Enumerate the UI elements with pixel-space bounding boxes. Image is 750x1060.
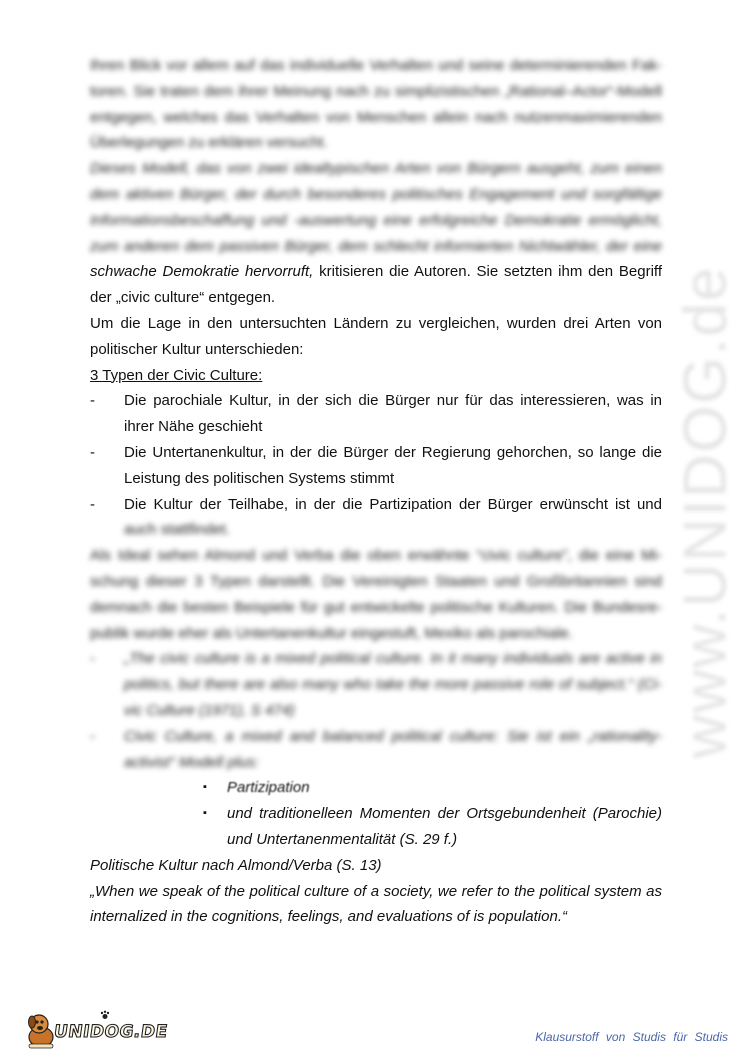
quote-line: Civic Culture, a mixed and balanced political culture: Sie ist ein „rationality- [124,727,662,745]
dash-marker: - [90,392,95,410]
paragraph-2-line: der „civic culture“ entgegen. [90,289,276,307]
bullet-marker: ▪ [203,807,207,820]
dog-mascot-icon [24,1010,58,1050]
dash-marker: - [90,443,95,461]
footer-tagline: Klausurstoff von Studis für Studis [535,1030,728,1044]
paragraph-2-line: dem aktiven Bürger, der durch besonderes politisches Engagement und sorgfältige [90,185,662,203]
section-heading: 3 Typen der Civic Culture: [90,366,263,384]
dash-marker: - [90,495,95,513]
list-item-text: Leistung des politischen Systems stimmt [124,469,395,487]
bullet-item [90,775,662,801]
italic-phrase: schwache Demokratie hervorruft, [90,263,314,281]
text-span: kritisieren die Autoren. Sie setzten ihm den Begriff [313,263,662,281]
quote-line: activist“ Modell plus: [124,753,260,771]
dash-marker: - [90,650,95,668]
bullet-text: und Untertanenmentalität (S. 29 f.) [227,830,458,848]
final-quote-line: „When we speak of the political culture of a society, we refer to the political system as [90,882,662,900]
list-item [90,440,662,492]
paragraph-4-line: schung dieser 3 Typen darstellt. Die Vereinigten Staaten und Großbritannien sind [90,572,662,590]
bullet-marker: ▪ [203,781,207,794]
paw-print-icon [100,1010,110,1020]
paragraph-1-line: entgegen, welches das Verhalten von Menschen allein nach nutzenmaximierenden [90,108,662,126]
quote-line: vic Culture (1971), S 474) [124,701,295,719]
paragraph-4-line: publik wurde eher als Untertanenkultur eingestuft, Mexiko als parochiale. [90,624,573,642]
unidog-logo [24,1010,184,1050]
watermark: www.UNIDOG.de [671,265,739,759]
document-body [90,53,662,930]
source-line: Politische Kultur nach Almond/Verba (S. 13) [90,856,382,874]
list-item-text: Die parochiale Kultur, in der sich die Bürger nur für das interessieren, was in [124,392,662,410]
paragraph-2-line [90,259,662,285]
paragraph-4-line: demnach die besten Beispiele für gut entwickelte politische Kulturen. Die Bundesre- [90,598,662,616]
paragraph-1-line: Ihren Blick vor allem auf das individuelle Verhalten und seine determinierenden Fak- [90,57,662,74]
dash-marker: - [90,727,95,745]
list-item-text: Die Untertanenkultur, in der die Bürger der Regierung gehorchen, so lange die [124,443,662,461]
quote-item [90,724,662,776]
paragraph-4-line: Als Ideal sehen Almond und Verba die oben erwähnte “civic culture”, die eine Mi- [90,547,662,565]
bullet-text: Partizipation [227,779,310,797]
paragraph-1-line: Überlegungen zu erklären versucht. [90,134,328,152]
logo-text: UNIDOG.DE [52,1022,169,1042]
list-item-text: ihrer Nähe geschieht [124,418,263,436]
paragraph-2-line: Dieses Modell, das von zwei idealtypischen Arten von Bürgern ausgeht, zum einen [90,160,662,178]
paragraph-1-line: toren. Sie traten dem ihrer Meinung nach zu simplizistischen „Rational–Actor“-Modell [90,82,662,100]
list-item [90,388,662,440]
list-item-text: Die Kultur der Teilhabe, in der die Partizipation der Bürger erwünscht ist und [124,495,662,513]
paragraph-3-line: Um die Lage in den untersuchten Ländern zu vergleichen, wurden drei Arten von [90,314,662,332]
bullet-item [90,801,662,853]
paragraph-2-line: Informationsbeschaffung und -auswertung eine erfolgreiche Demokratie ermöglicht, [90,211,662,229]
bullet-text: und traditionelleen Momenten der Ortsgebundenheit (Parochie) [227,805,662,823]
list-item-text: auch stattfindet. [124,521,230,539]
paragraph-3-line: politischer Kultur unterschieden: [90,340,304,358]
list-item [90,492,662,544]
paragraph-2-line: zum anderen dem passiven Bürger, dem schlecht informierten Nichtwähler, der eine [90,237,662,255]
quote-line: „The civic culture is a mixed political culture. In it many individuals are active in [124,650,662,668]
quote-line: politics, but there are also many who take the more passive role of subject.“ (Ci- [124,676,662,694]
final-quote-line: internalized in the cognitions, feelings, and evaluations of is population.“ [90,908,567,926]
quote-item [90,646,662,723]
